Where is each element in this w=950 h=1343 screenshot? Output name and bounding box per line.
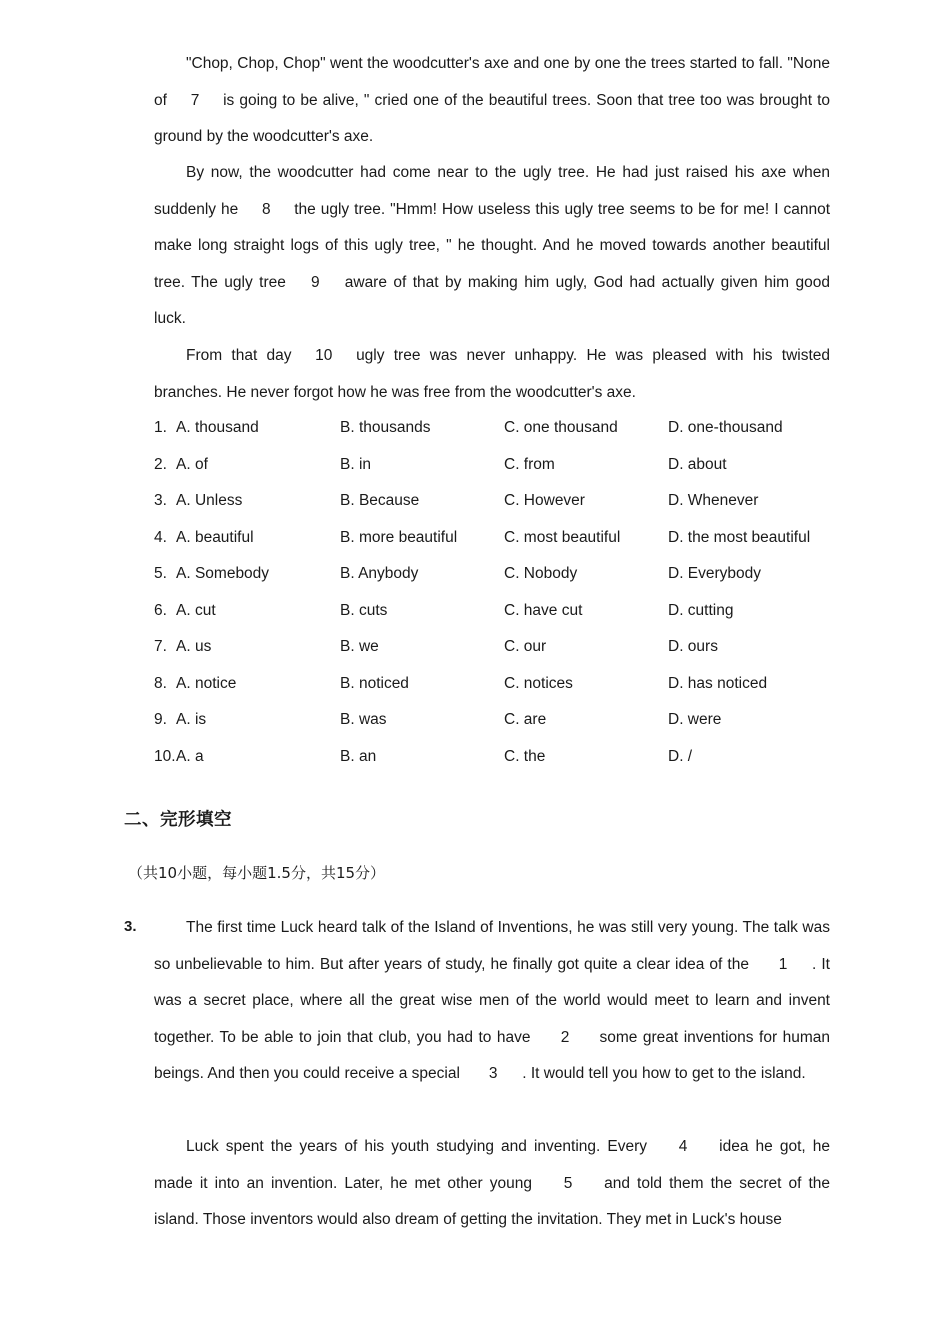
blank-5: 5 bbox=[563, 1174, 573, 1192]
paragraph-text: ugly tree was never unhappy. He was pleased with his twisted branches. He never forgot how he was free from the woodcutter's axe. bbox=[154, 347, 831, 401]
option-number: 7. bbox=[154, 638, 167, 656]
option-c: C. Nobody bbox=[504, 565, 578, 583]
option-row bbox=[154, 593, 854, 630]
blank-3: 3 bbox=[488, 1065, 498, 1082]
option-d: D. Whenever bbox=[668, 492, 759, 510]
question3-paragraph-1 bbox=[154, 910, 830, 1093]
option-d: D. cutting bbox=[668, 601, 734, 619]
paragraph-text: Luck spent the years of his youth studying and inventing. Every bbox=[186, 1138, 647, 1155]
paragraph-text: idea he got, he made it into an invention. Later, he met other young bbox=[154, 1138, 830, 1192]
option-b: B. an bbox=[340, 747, 377, 765]
option-b: B. was bbox=[340, 711, 387, 729]
option-a: A. Unless bbox=[176, 492, 243, 510]
option-b: B. thousands bbox=[340, 419, 431, 437]
option-c: C. are bbox=[504, 711, 547, 729]
option-c: C. the bbox=[504, 747, 546, 765]
option-number: 4. bbox=[154, 528, 167, 546]
option-row bbox=[154, 739, 854, 776]
option-a: A. is bbox=[176, 711, 207, 729]
option-b: B. noticed bbox=[340, 674, 409, 692]
section-scoring-note: （共10小题，每小题1.5分，共15分） bbox=[128, 864, 386, 882]
option-number: 6. bbox=[154, 601, 167, 619]
option-a: A. of bbox=[176, 455, 208, 473]
paragraph-text: . It was a secret place, where all the great wise men of the world would meet to learn and invent together. To be able to join that club, you had to have bbox=[154, 955, 830, 1046]
option-b: B. cuts bbox=[340, 601, 388, 619]
option-number: 2. bbox=[154, 455, 167, 473]
paragraph-text: From that day bbox=[186, 347, 292, 364]
blank-8: 8 bbox=[261, 200, 271, 218]
paragraph-text: the ugly tree. "Hmm! How useless this ugly tree seems to be for me! I cannot make long straight logs of this ugly tree, " he thought. And he moved towards another beautiful tree. The ugly tree bbox=[154, 200, 831, 291]
option-row bbox=[154, 666, 854, 703]
section-heading: 二、完形填空 bbox=[124, 810, 232, 830]
option-d: D. the most beautiful bbox=[668, 528, 811, 546]
option-b: B. more beautiful bbox=[340, 528, 458, 546]
paragraph-text: . It would tell you how to get to the island. bbox=[522, 1065, 806, 1082]
option-b: B. Because bbox=[340, 492, 420, 510]
option-d: D. one-thousand bbox=[668, 419, 783, 437]
option-c: C. most beautiful bbox=[504, 528, 621, 546]
option-c: C. notices bbox=[504, 674, 573, 692]
option-d: D. has noticed bbox=[668, 674, 768, 692]
option-row bbox=[154, 410, 854, 447]
passage-paragraph-2 bbox=[154, 155, 830, 338]
passage-paragraph-3 bbox=[154, 338, 830, 411]
option-number: 10. bbox=[154, 747, 176, 765]
question-number: 3. bbox=[124, 918, 137, 935]
option-a: A. notice bbox=[176, 674, 237, 692]
blank-9: 9 bbox=[311, 273, 320, 291]
option-c: C. our bbox=[504, 638, 547, 656]
answer-options bbox=[154, 410, 854, 775]
question3-paragraph-2 bbox=[154, 1129, 830, 1239]
paragraph-text: aware of that by making him ugly, God had actually given him good luck. bbox=[154, 273, 830, 327]
option-a: A. beautiful bbox=[176, 528, 254, 546]
option-d: D. were bbox=[668, 711, 722, 729]
blank-2: 2 bbox=[560, 1028, 570, 1046]
option-row bbox=[154, 629, 854, 666]
passage-paragraph-1 bbox=[154, 46, 830, 156]
option-number: 5. bbox=[154, 565, 167, 583]
blank-1: 1 bbox=[778, 955, 788, 973]
blank-10: 10 bbox=[315, 347, 333, 364]
option-a: A. us bbox=[176, 638, 212, 656]
option-d: D. about bbox=[668, 455, 727, 473]
blank-7: 7 bbox=[190, 91, 200, 109]
paragraph-text: The first time Luck heard talk of the Island of Inventions, he was still very young. The talk was so unbelievable to him. But after years of study, he finally got quite a clear idea of the bbox=[154, 919, 830, 973]
option-b: B. in bbox=[340, 455, 372, 473]
paragraph-text: "Chop, Chop, Chop" went the woodcutter's axe and one by one the trees started to fall. "None of bbox=[154, 55, 830, 109]
option-row bbox=[154, 520, 854, 557]
option-number: 1. bbox=[154, 419, 167, 437]
paragraph-text: is going to be alive, " cried one of the beautiful trees. Soon that tree too was brought to ground by the woodcutter's axe. bbox=[154, 91, 831, 145]
option-number: 8. bbox=[154, 674, 167, 692]
paragraph-text: and told them the secret of the island. Those inventors would also dream of getting the invitation. They met in Luck's house bbox=[154, 1174, 830, 1228]
option-d: D. / bbox=[668, 747, 693, 765]
option-d: D. ours bbox=[668, 638, 718, 656]
paragraph-text: some great inventions for human beings. And then you could receive a special bbox=[154, 1028, 831, 1082]
option-b: B. we bbox=[340, 638, 379, 656]
option-c: C. However bbox=[504, 492, 585, 510]
option-number: 9. bbox=[154, 711, 167, 729]
option-row bbox=[154, 556, 854, 593]
option-d: D. Everybody bbox=[668, 565, 762, 583]
option-c: C. from bbox=[504, 455, 555, 473]
option-a: A. cut bbox=[176, 601, 216, 619]
option-a: A. Somebody bbox=[176, 565, 270, 583]
option-a: A. thousand bbox=[176, 419, 259, 437]
option-c: C. one thousand bbox=[504, 419, 618, 437]
blank-4: 4 bbox=[678, 1138, 688, 1155]
option-row bbox=[154, 483, 854, 520]
option-row bbox=[154, 447, 854, 484]
option-c: C. have cut bbox=[504, 601, 583, 619]
paragraph-text: By now, the woodcutter had come near to the ugly tree. He had just raised his axe when suddenly he bbox=[154, 164, 830, 218]
option-a: A. a bbox=[176, 747, 204, 765]
option-row bbox=[154, 702, 854, 739]
option-b: B. Anybody bbox=[340, 565, 419, 583]
option-number: 3. bbox=[154, 492, 167, 510]
